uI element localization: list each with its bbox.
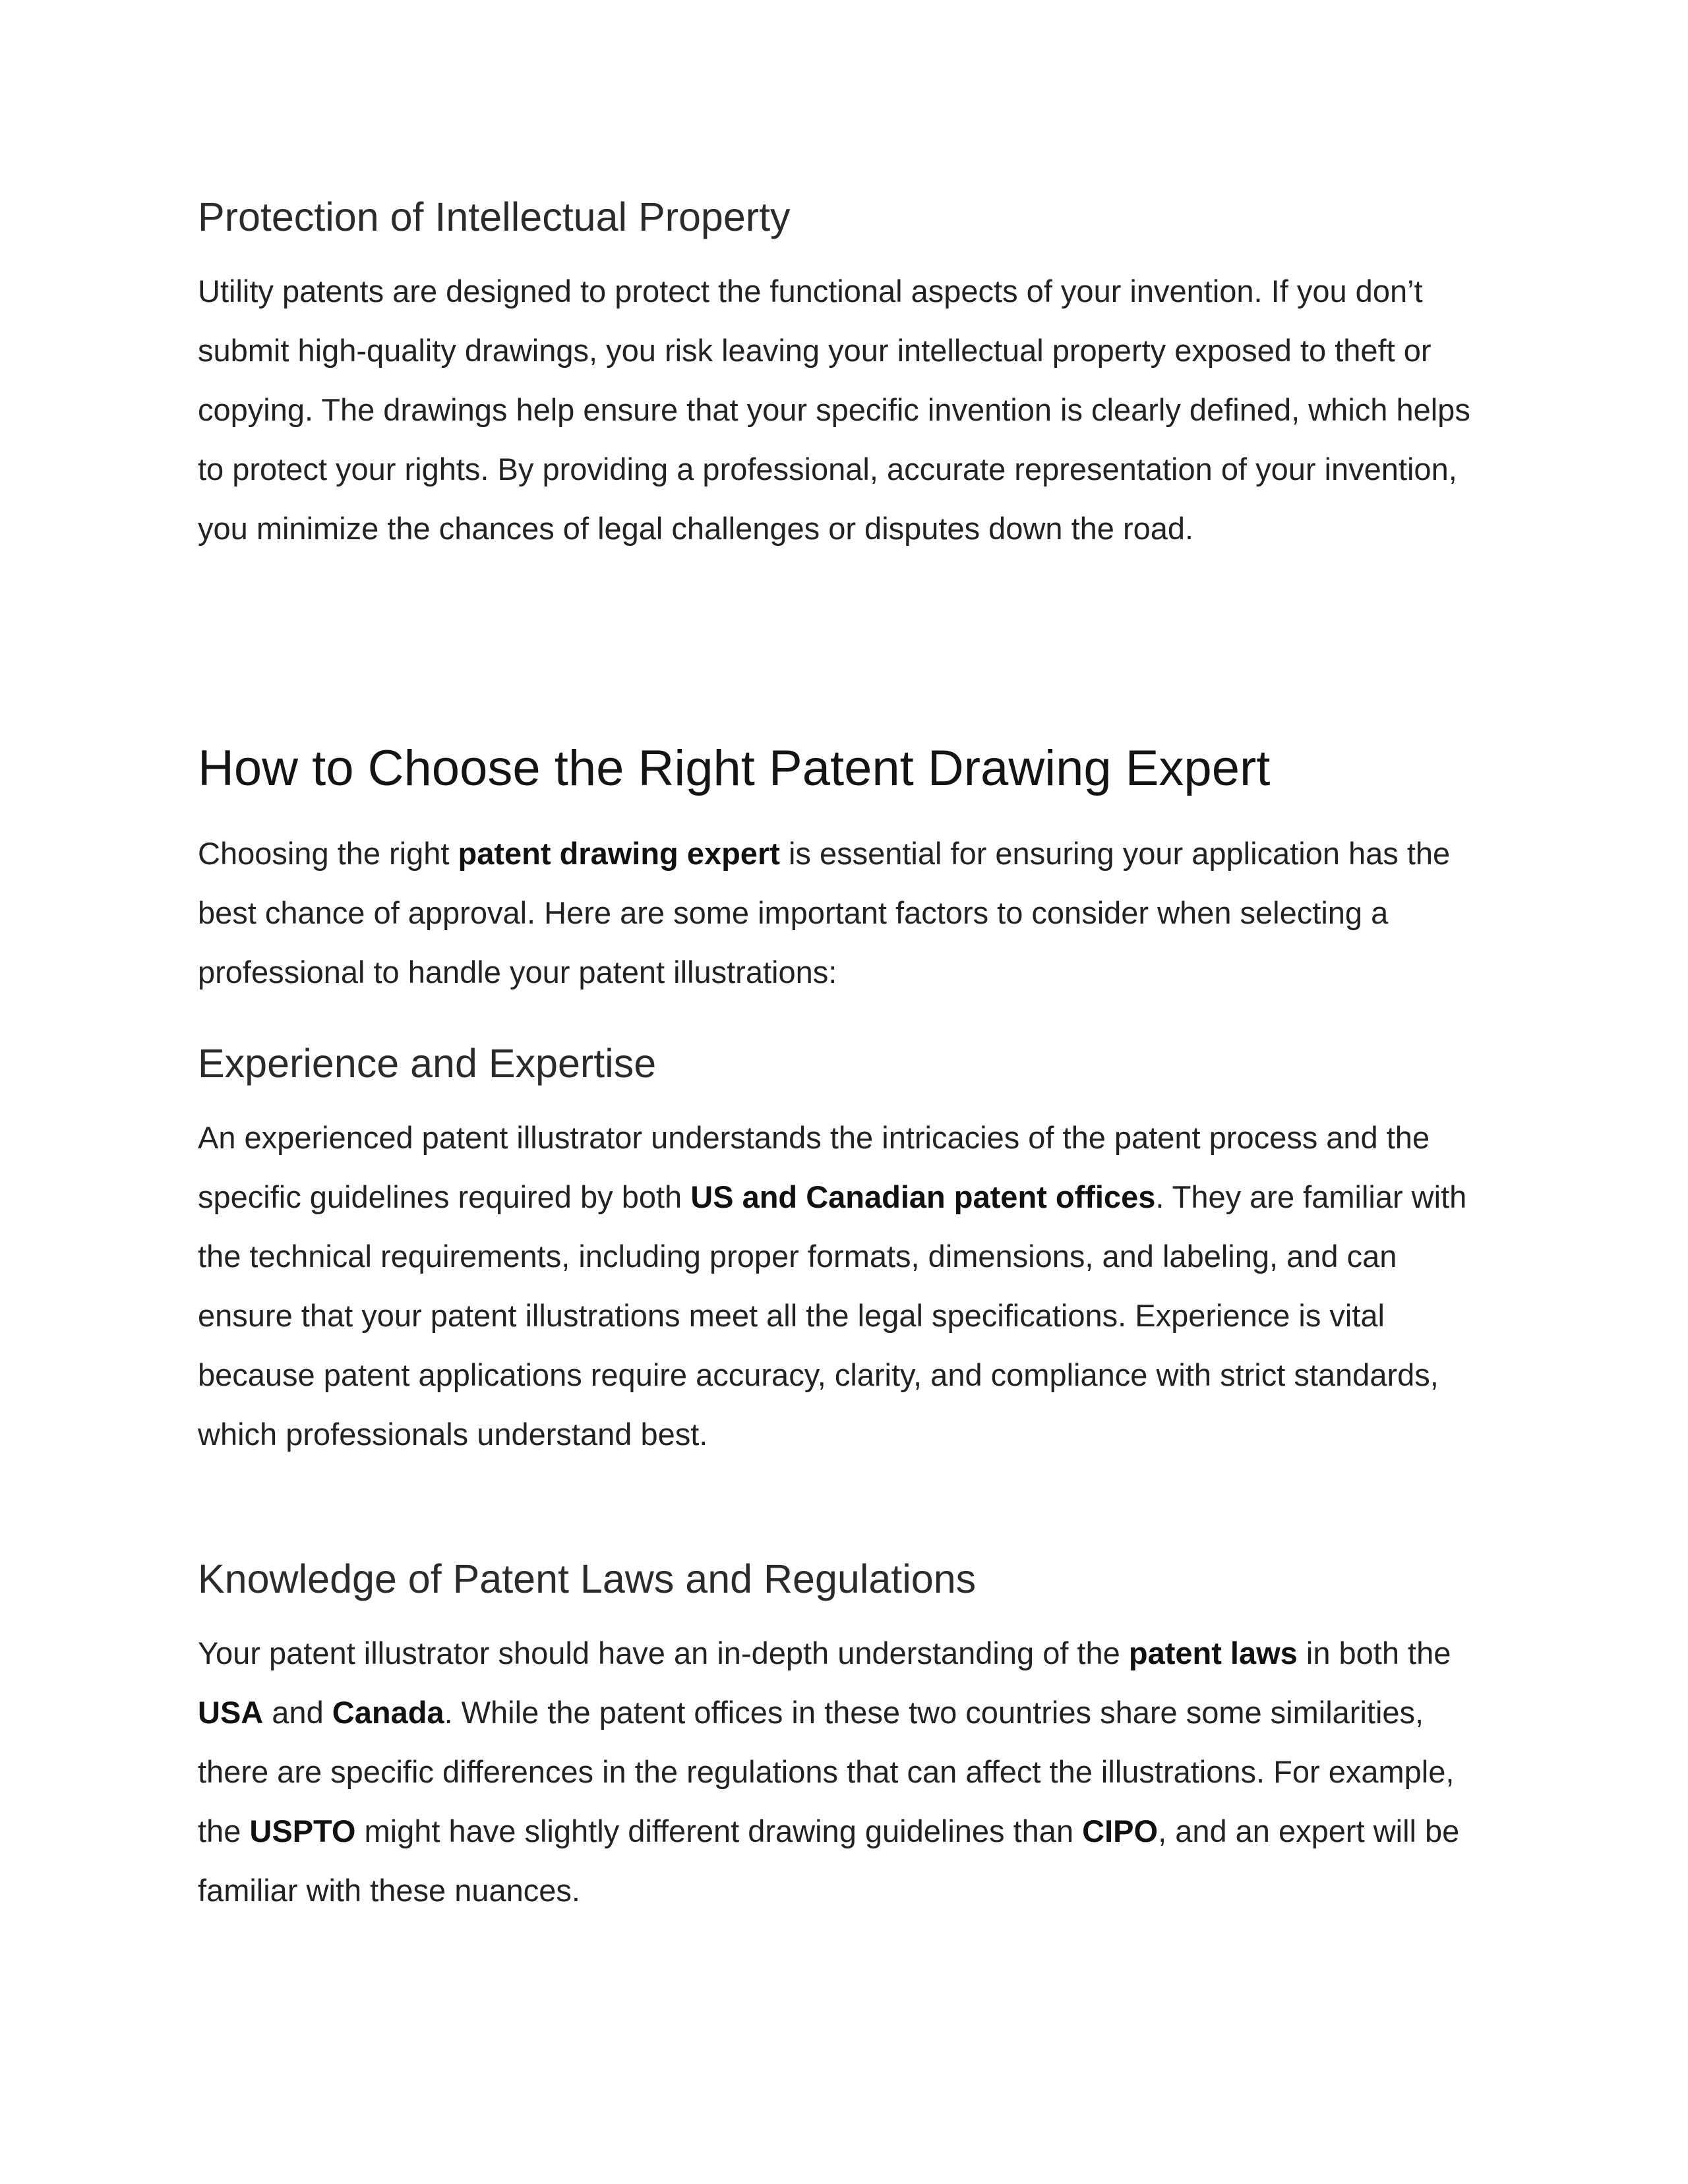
bold-text-run: patent laws bbox=[1128, 1636, 1298, 1670]
paragraph-choose-expert bbox=[198, 824, 1490, 1002]
text-run: is essential for ensuring your application has the best chance of approval. Here are some important factors to consider when selecting a professional to handle your patent illustrations: bbox=[198, 836, 1451, 989]
text-run: An experienced patent illustrator understands the intricacies of the patent process and the specific guidelines required by both bbox=[198, 1120, 1430, 1214]
text-run: Choosing the right bbox=[198, 836, 458, 871]
section-heading-patent-laws: Knowledge of Patent Laws and Regulations bbox=[198, 1556, 977, 1601]
bold-text-run: USPTO bbox=[249, 1814, 356, 1848]
text-run: in both the bbox=[1297, 1636, 1451, 1670]
bold-text-run: Canada bbox=[332, 1695, 444, 1730]
section-heading-experience: Experience and Expertise bbox=[198, 1041, 657, 1086]
text-run: , and an expert will be familiar with these nuances. bbox=[198, 1814, 1460, 1908]
text-run: and bbox=[263, 1695, 332, 1730]
bold-text-run: patent drawing expert bbox=[458, 836, 780, 871]
text-run: . They are familiar with the technical requirements, including proper formats, dimensions, and labeling, and can ensure that your patent illustrations meet all the legal specifications. Experience is vital because patent applications require accuracy, clarity, and compliance with strict standards, which professionals understand best. bbox=[198, 1179, 1467, 1452]
paragraph-patent-laws bbox=[198, 1624, 1490, 1920]
paragraph-experience bbox=[198, 1108, 1490, 1464]
bold-text-run: US and Canadian patent offices bbox=[690, 1179, 1156, 1214]
text-run: . While the patent offices in these two countries share some similarities, there are specific differences in the regulations that can affect the illustrations. For example, the bbox=[198, 1695, 1455, 1848]
bold-text-run: USA bbox=[198, 1695, 264, 1730]
text-run: might have slightly different drawing guidelines than bbox=[355, 1814, 1083, 1848]
text-run: Your patent illustrator should have an in-depth understanding of the bbox=[198, 1636, 1129, 1670]
section-heading-protection: Protection of Intellectual Property bbox=[198, 194, 791, 239]
section-heading-choose-expert: How to Choose the Right Patent Drawing Expert bbox=[198, 740, 1271, 796]
paragraph-protection bbox=[198, 262, 1490, 558]
bold-text-run: CIPO bbox=[1082, 1814, 1159, 1848]
text-run: Utility patents are designed to protect the functional aspects of your invention. If you don’t submit high-quality drawings, you risk leaving your intellectual property exposed to theft or copying. The drawings help ensure that your specific invention is clearly defined, which helps to protect your rights. By providing a professional, accurate representation of your invention, you minimize the chances of legal challenges or disputes down the road. bbox=[198, 274, 1470, 546]
